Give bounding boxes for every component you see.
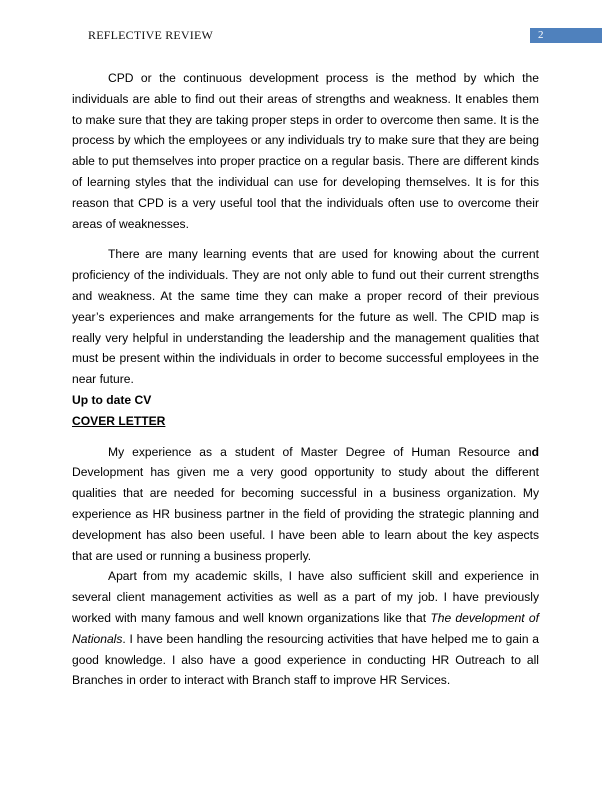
page-number-badge bbox=[530, 28, 602, 43]
paragraph-skills-end: . I have been handling the resourcing activities that have helped me to gain a good knowledge. I also have a good experience in conducting HR Outreach to all Branches in order to interact with Branch staff to improve HR Services. bbox=[72, 631, 539, 688]
paragraph-experience bbox=[72, 442, 539, 567]
document-body bbox=[72, 68, 539, 691]
paragraph-skills-start: Apart from my academic skills, I have also sufficient skill and experience in several client management activities as well as a part of my job. I have previously worked with many famous and well known organizations like that bbox=[72, 569, 539, 625]
organization-name: The development of Nationals bbox=[72, 610, 539, 646]
paragraph-experience-start: My experience as a student of Master Degree of Human Resource an bbox=[108, 444, 532, 459]
heading-cover-letter: COVER LETTER bbox=[72, 413, 166, 428]
paragraph-learning-events: There are many learning events that are used for knowing about the current proficiency of the individuals. They are not only able to fund out their current strengths and weakness. At the same time they can make a proper record of their previous year’s experiences and make arrangements for the future as well. The CPID map is really very helpful in understanding the leadership and the management qualities that must be present within the individuals in order to become successful employees in the near future. bbox=[72, 247, 539, 387]
paragraph-cpd: CPD or the continuous development process is the method by which the individuals are able to find out their areas of strengths and weakness. It enables them to make sure that they are taking proper steps in order to overcome then same. It is the process by which the employees or any individuals try to make sure that they are being able to put themselves into proper practice on a regular basis. There are different kinds of learning styles that the individual can use for developing themselves. It is for this reason that CPD is a very useful tool that the individuals often use to overcome their areas of weaknesses. bbox=[72, 71, 539, 231]
paragraph-experience-bold-letter: d bbox=[531, 444, 539, 459]
paragraph-skills bbox=[72, 566, 539, 691]
page-number: 2 bbox=[538, 29, 544, 41]
running-header-title: REFLECTIVE REVIEW bbox=[88, 28, 214, 42]
heading-up-to-date-cv: Up to date CV bbox=[72, 392, 152, 407]
paragraph-experience-end: Development has given me a very good opportunity to study about the different qualities that are needed for becoming successful in a business organization. My experience as HR business partner in the field of providing the strategic planning and development has also been useful. I have been able to learn about the key aspects that are used or running a business properly. bbox=[72, 465, 539, 563]
